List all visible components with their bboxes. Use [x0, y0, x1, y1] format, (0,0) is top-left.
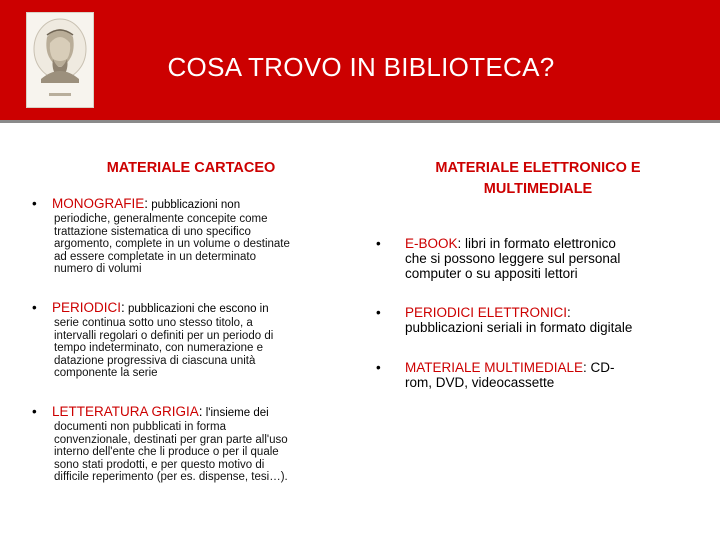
item-key: PERIODICI ELETTRONICI: [405, 305, 568, 320]
portrait-image: [26, 12, 94, 108]
item-key: E-BOOK: [405, 236, 458, 251]
description-line: periodiche, generalmente concepite come: [54, 213, 268, 225]
description-line: difficile reperimento (per es. dispense, tesi…).: [54, 471, 288, 484]
item-text: [405, 360, 615, 390]
item-line: che si possono leggere sul personal: [405, 251, 621, 266]
item-key: MONOGRAFIE: [52, 196, 145, 211]
description-line: interno dell'ente che li produce o per il quale: [54, 446, 279, 459]
item-head-text: pubblicazioni non: [148, 199, 241, 211]
description-line: ad essere completate in un determinato: [54, 250, 257, 263]
right-column-heading: [378, 158, 698, 200]
description-line: intervalli regolari o definiti per un periodo di: [54, 329, 274, 342]
item-key: LETTERATURA GRIGIA: [52, 404, 199, 419]
item-separator: :: [121, 300, 125, 315]
item-line: pubblicazioni seriali in formato digitale: [405, 320, 633, 335]
description-line: trattazione sistematica di uno specifico: [54, 225, 251, 238]
description-line: tempo indeterminato, con numerazione e: [54, 342, 264, 355]
description-line: sono stati prodotti, e per questo motivo di: [54, 458, 265, 471]
item-key: PERIODICI: [52, 300, 122, 315]
item-text: [405, 305, 632, 335]
item-text: [405, 236, 620, 281]
item-head-text: l'insieme dei: [202, 407, 269, 419]
item-first-line: :: [567, 305, 571, 320]
description-line: componente la serie: [54, 367, 158, 380]
bullet: •: [376, 236, 381, 251]
banner-shadow: [0, 120, 720, 123]
item-separator: :: [144, 196, 149, 211]
list-item-periodici: [30, 300, 354, 380]
description-line: datazione progressiva di ciascuna unità: [54, 354, 256, 367]
description-line: numero di volumi: [54, 263, 142, 276]
slide-title: COSA TROVO IN BIBLIOTECA?: [167, 52, 555, 82]
item-line: rom, DVD, videocassette: [405, 375, 555, 390]
item-description: [54, 421, 354, 484]
item-first-line: : CD-: [583, 360, 615, 375]
item-head-text: pubblicazioni che escono in: [124, 303, 269, 315]
right-heading-line-2: MULTIMEDIALE: [483, 181, 593, 197]
list-item-letteratura-grigia: [30, 404, 354, 484]
item-first-line: : libri in formato elettronico: [457, 236, 616, 251]
description-line: documenti non pubblicati in forma: [54, 421, 226, 433]
list-item-monografie: [30, 196, 354, 276]
right-heading-line-1: MATERIALE ELETTRONICO E: [435, 160, 641, 176]
item-separator: :: [198, 404, 203, 419]
bullet: •: [32, 404, 37, 419]
bullet: •: [32, 300, 37, 315]
portrait-engraving-icon: [27, 13, 93, 107]
bullet: •: [32, 196, 37, 211]
bullet: •: [376, 360, 381, 375]
left-column-heading: MATERIALE CARTACEO: [106, 160, 276, 176]
item-description: [54, 317, 354, 380]
description-line: convenzionale, destinati per gran parte all'uso: [54, 433, 288, 446]
item-key: MATERIALE MULTIMEDIALE: [405, 360, 584, 375]
item-line: computer o su appositi lettori: [405, 266, 578, 281]
item-description: [54, 213, 354, 276]
bullet: •: [376, 305, 381, 320]
description-line: serie continua sotto uno stesso titolo, a: [54, 317, 253, 329]
description-line: argomento, complete in un volume o destinate: [54, 238, 290, 251]
